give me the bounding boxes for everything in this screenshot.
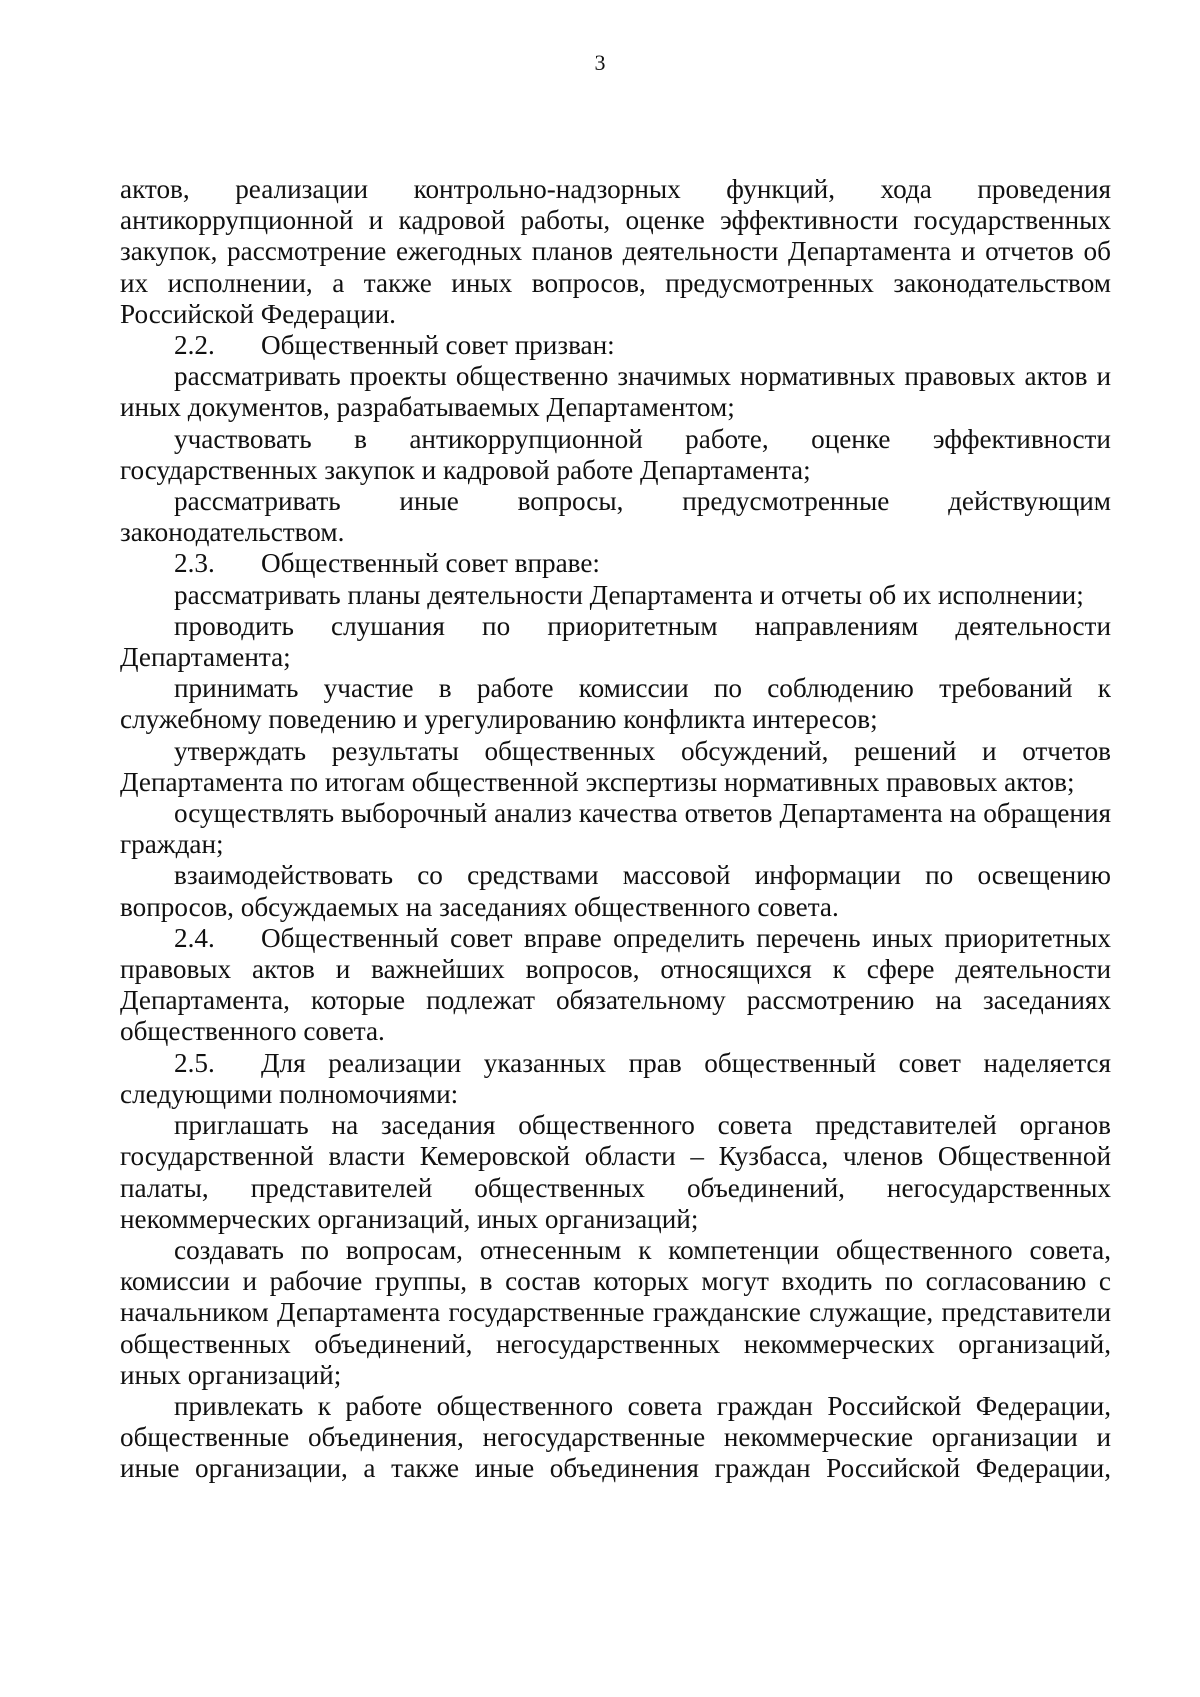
paragraph-continuation: актов, реализации контрольно-надзорных функций, хода проведения антикоррупционной и кадровой работы, оценке эффективности государственных закупок, рассмотрение ежегодных планов деятельности Департамента и отчетов об их исполнении, а также иных вопросов, предусмотренных законодательством Российской Федерации. bbox=[120, 174, 1111, 329]
list-item: проводить слушания по приоритетным направлениям деятельности Департамента; bbox=[120, 610, 1111, 673]
section-2-3-heading bbox=[120, 548, 1111, 579]
list-item: принимать участие в работе комиссии по соблюдению требований к служебному поведению и урегулированию конфликта интересов; bbox=[120, 673, 1111, 735]
section-2-2-heading bbox=[120, 330, 1111, 361]
list-item: взаимодействовать со средствами массовой информации по освещению вопросов, обсуждаемых на заседаниях общественного совета. bbox=[120, 860, 1111, 922]
list-item: осуществлять выборочный анализ качества ответов Департамента на обращения граждан; bbox=[120, 798, 1111, 860]
list-item: участвовать в антикоррупционной работе, оценке эффективности государственных закупок и кадровой работе Департамента; bbox=[120, 423, 1111, 485]
document-body bbox=[120, 174, 1111, 1485]
clause-number: 2.5. bbox=[174, 1047, 215, 1078]
clause-text: Общественный совет вправе: bbox=[261, 548, 600, 579]
list-item: рассматривать проекты общественно значимых нормативных правовых актов и иных документов, разрабатываемых Департаментом; bbox=[120, 361, 1111, 423]
clause-number: 2.3. bbox=[174, 548, 215, 579]
list-item: рассматривать иные вопросы, предусмотренные действующим законодательством. bbox=[120, 486, 1111, 548]
page-number: 3 bbox=[594, 50, 606, 75]
clause-text: Общественный совет вправе определить перечень иных приоритетных правовых актов и важнейших вопросов, относящихся к сфере деятельности Департамента, которые подлежат обязательному рассмотрению на заседаниях общественного совета. bbox=[120, 922, 1111, 1047]
list-item: приглашать на заседания общественного совета представителей органов государственной власти Кемеровской области – Кузбасса, членов Общественной палаты, представителей общественных объединений, негосударственных некоммерческих организаций, иных организаций; bbox=[120, 1110, 1111, 1234]
list-item: рассматривать планы деятельности Департамента и отчеты об их исполнении; bbox=[174, 579, 1084, 610]
clause-number: 2.4. bbox=[174, 922, 215, 953]
section-2-4 bbox=[120, 923, 1111, 1048]
list-item: утверждать результаты общественных обсуждений, решений и отчетов Департамента по итогам общественной экспертизы нормативных правовых актов; bbox=[120, 735, 1111, 797]
list-item: создавать по вопросам, отнесенным к компетенции общественного совета, комиссии и рабочие группы, в состав которых могут входить по согласованию с начальником Департамента государственные гражданские служащие, представители общественных объединений, негосударственных некоммерческих организаций, иных организаций; bbox=[120, 1234, 1111, 1390]
clause-number: 2.2. bbox=[174, 330, 215, 361]
list-item-continues: привлекать к работе общественного совета граждан Российской Федерации, общественные объединения, негосударственные некоммерческие организации и иные организации, а также иные объединения граждан Российской Федерации, bbox=[120, 1390, 1111, 1484]
clause-text: Для реализации указанных прав общественный совет наделяется следующими полномочиями: bbox=[120, 1047, 1111, 1109]
section-2-5 bbox=[120, 1048, 1111, 1110]
clause-text: Общественный совет призван: bbox=[261, 330, 615, 361]
